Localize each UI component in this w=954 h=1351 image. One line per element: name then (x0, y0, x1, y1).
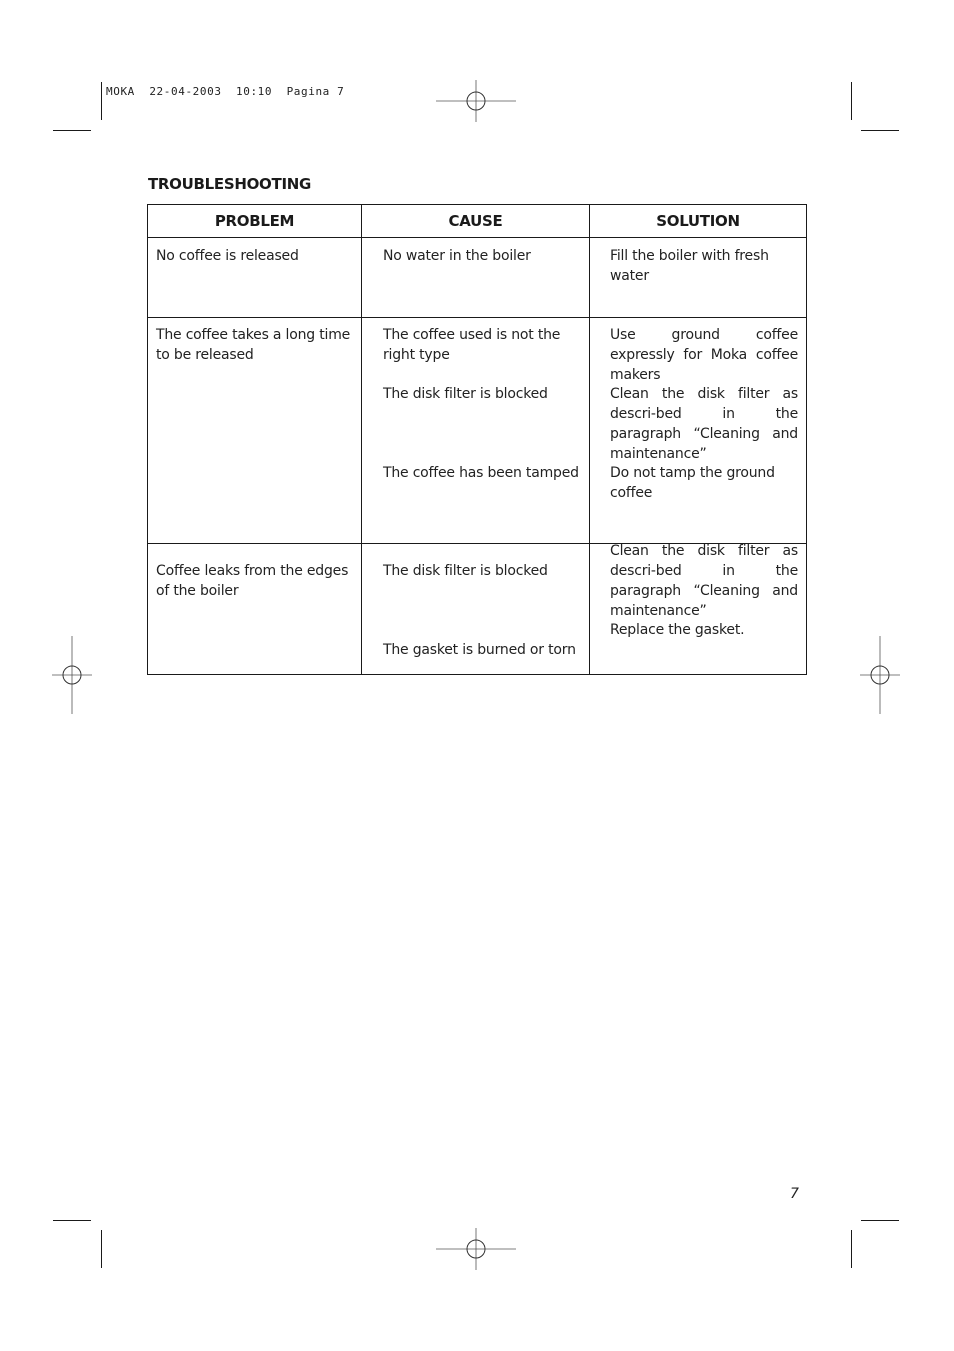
solution-cell: Fill the boiler with fresh water (610, 248, 769, 284)
registration-mark-right-icon (860, 636, 900, 714)
column-divider-2 (589, 204, 590, 675)
crop-mark-bottom-left-h (53, 1220, 91, 1221)
crop-mark-top-right-v (851, 82, 852, 120)
table-border-bottom (147, 674, 807, 675)
cause-cell: The disk filter is blocked (383, 386, 548, 402)
problem-cell: Coffee leaks from the edges of the boiler (156, 563, 349, 599)
crop-mark-bottom-right-h (861, 1220, 899, 1221)
solution-cell: Replace the gasket. (610, 622, 745, 638)
solution-cell: Clean the disk filter as descri-bed in the paragraph “Cleaning and maintenance” (610, 386, 798, 462)
header-rule (147, 237, 807, 238)
row-rule-1 (147, 317, 807, 318)
cause-cell: No water in the boiler (383, 248, 531, 264)
crop-mark-bottom-right-v (851, 1230, 852, 1268)
registration-mark-bottom-icon (436, 1228, 516, 1270)
table-border-left (147, 204, 148, 675)
section-title: TROUBLESHOOTING (148, 175, 311, 193)
registration-mark-top-icon (436, 80, 516, 122)
cause-cell: The gasket is burned or torn (383, 642, 576, 658)
problem-cell: No coffee is released (156, 248, 299, 264)
cause-cell: The disk filter is blocked (383, 563, 548, 579)
troubleshooting-table (147, 204, 807, 675)
crop-mark-top-left-h (53, 130, 91, 131)
crop-mark-top-left-v (101, 82, 102, 120)
cause-cell: The coffee used is not the right type (383, 327, 561, 363)
header-cause: CAUSE (448, 211, 503, 230)
cause-cell: The coffee has been tamped (383, 465, 579, 481)
solution-cell: Clean the disk filter as descri-bed in the paragraph “Cleaning and maintenance” (610, 543, 798, 619)
registration-mark-left-icon (52, 636, 92, 714)
header-solution: SOLUTION (656, 211, 740, 230)
problem-cell: The coffee takes a long time to be released (156, 327, 351, 363)
solution-cell: Use ground coffee expressly for Moka coffee makers (610, 327, 798, 383)
crop-mark-bottom-left-v (101, 1230, 102, 1268)
table-border-right (806, 204, 807, 675)
print-slug: MOKA 22-04-2003 10:10 Pagina 7 (106, 85, 345, 98)
page-number: 7 (790, 1186, 799, 1202)
header-problem: PROBLEM (214, 211, 295, 230)
column-divider-1 (361, 204, 362, 675)
solution-cell: Do not tamp the ground coffee (610, 465, 775, 501)
crop-mark-top-right-h (861, 130, 899, 131)
